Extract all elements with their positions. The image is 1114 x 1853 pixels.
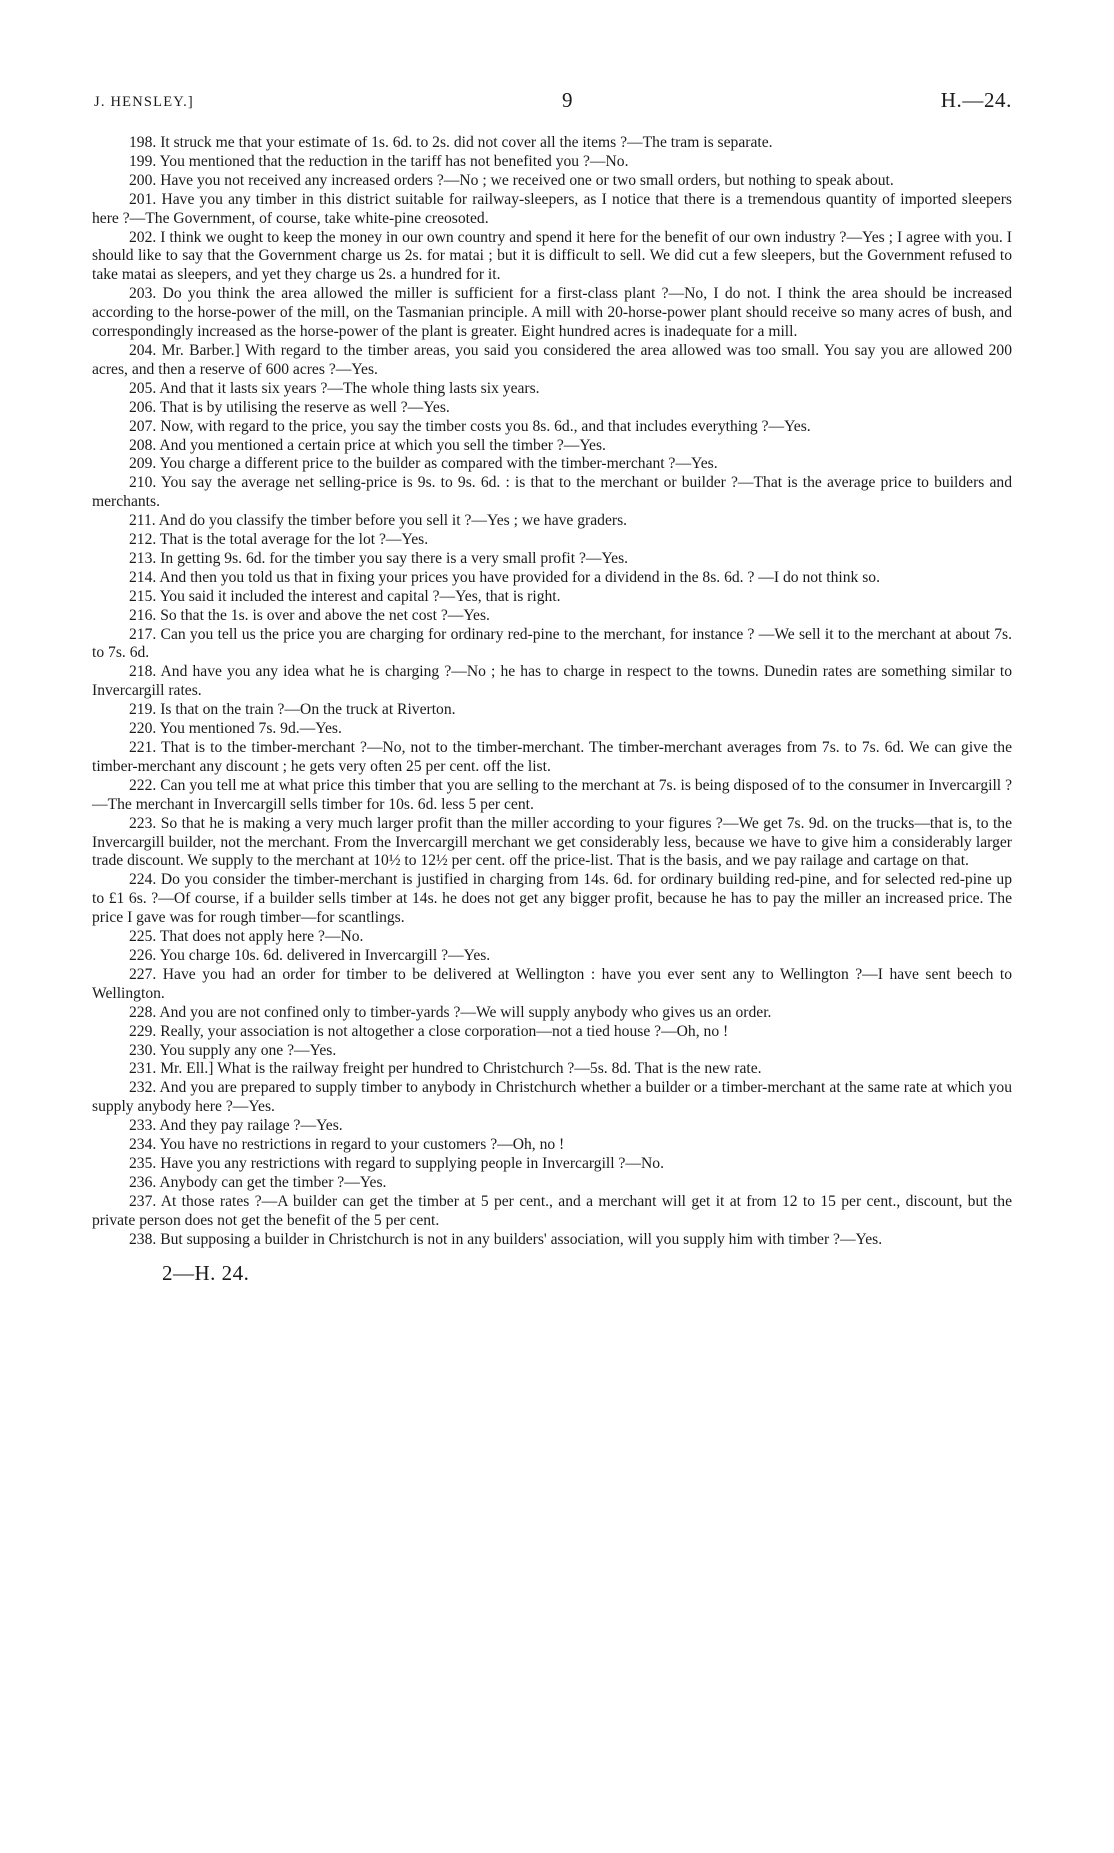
page-header [92, 88, 1012, 122]
transcript-paragraph: 232. And you are prepared to supply timber to anybody in Christchurch whether a builder or a timber-merchant at the same rate at which you supply anybody here ?—Yes. [92, 1079, 1012, 1116]
transcript-paragraph: 230. You supply any one ?—Yes. [129, 1041, 337, 1059]
transcript-paragraph: 208. And you mentioned a certain price at which you sell the timber ?—Yes. [129, 436, 606, 454]
transcript-paragraph: 231. Mr. Ell.] What is the railway freight per hundred to Christchurch ?—5s. 8d. That is the new rate. [129, 1060, 762, 1078]
page-number: 9 [562, 88, 573, 112]
signature-mark: 2—H. 24. [162, 1261, 250, 1286]
transcript-paragraph: 205. And that it lasts six years ?—The whole thing lasts six years. [129, 379, 540, 397]
header-witness-name: J. HENSLEY.] [94, 94, 194, 110]
transcript-paragraph: 207. Now, with regard to the price, you say the timber costs you 8s. 6d., and that includes everything ?—Yes. [129, 417, 811, 435]
transcript-paragraph: 211. And do you classify the timber before you sell it ?—Yes ; we have graders. [129, 512, 628, 530]
transcript-paragraph: 227. Have you had an order for timber to be delivered at Wellington : have you ever sent any to Wellington ?—I have sent beech to Wellington. [92, 965, 1012, 1002]
transcript-paragraph: 199. You mentioned that the reduction in the tariff has not benefited you ?—No. [129, 152, 629, 170]
transcript-paragraph: 216. So that the 1s. is over and above the net cost ?—Yes. [129, 606, 490, 624]
transcript-paragraph: 214. And then you told us that in fixing your prices you have provided for a dividend in the 8s. 6d. ? —I do not think so. [129, 568, 880, 586]
transcript-body [92, 134, 1012, 1249]
transcript-paragraph: 235. Have you any restrictions with regard to supplying people in Invercargill ?—No. [129, 1154, 664, 1172]
transcript-paragraph: 225. That does not apply here ?—No. [129, 928, 364, 946]
transcript-paragraph: 222. Can you tell me at what price this timber that you are selling to the merchant at 7s. is being disposed of to the consumer in Invercargill ?—The merchant in Invercargill sells timber for 10s. 6d. less 5 per cent. [92, 776, 1012, 813]
transcript-paragraph: 198. It struck me that your estimate of 1s. 6d. to 2s. did not cover all the items ?—The tram is separate. [129, 134, 773, 151]
transcript-paragraph: 202. I think we ought to keep the money in our own country and spend it here for the benefit of our own industry ?—Yes ; I agree with you. I should like to say that the Government charge us 2s. for matai ; but it is difficult to sell. We did cut a few sleepers, but the Government refused to take matai as sleepers, and yet they charge us 2s. a hundred for it. [92, 228, 1012, 284]
transcript-paragraph: 212. That is the total average for the lot ?—Yes. [129, 531, 429, 549]
document-reference: H.—24. [940, 88, 1012, 112]
transcript-paragraph: 219. Is that on the train ?—On the truck at Riverton. [129, 701, 456, 719]
document-page [92, 88, 1012, 1286]
transcript-paragraph: 206. That is by utilising the reserve as well ?—Yes. [129, 398, 450, 416]
transcript-paragraph: 224. Do you consider the timber-merchant is justified in charging from 14s. 6d. for ordinary building red-pine, and for selected red-pine up to £1 6s. ?—Of course, if a builder sells timber at 14s. he does not get any bigger profit, because he has to pay the miller an increased price. The price I gave was for rough timber—for scantlings. [92, 871, 1012, 927]
transcript-paragraph: 215. You said it included the interest and capital ?—Yes, that is right. [129, 587, 561, 605]
transcript-paragraph: 203. Do you think the area allowed the miller is sufficient for a first-class plant ?—No, I do not. I think the area should be increased according to the horse-power of the mill, on the Tasmanian principle. A mill with 20-horse-power plant should receive so many acres of bush, and correspondingly increased as the horse-power of the plant is greater. Eight hundred acres is inadequate for a mill. [92, 285, 1012, 341]
transcript-paragraph: 204. Mr. Barber.] With regard to the timber areas, you said you considered the area allowed was too small. You say you are allowed 200 acres, and then a reserve of 600 acres ?—Yes. [92, 341, 1012, 378]
transcript-paragraph: 236. Anybody can get the timber ?—Yes. [129, 1173, 387, 1191]
transcript-paragraph: 220. You mentioned 7s. 9d.—Yes. [129, 720, 342, 738]
transcript-paragraph: 200. Have you not received any increased orders ?—No ; we received one or two small orders, but nothing to speak about. [129, 171, 894, 189]
transcript-paragraph: 201. Have you any timber in this district suitable for railway-sleepers, as I notice that there is a tremendous quantity of imported sleepers here ?—The Government, of course, take white-pine creosoted. [92, 190, 1012, 227]
transcript-paragraph: 228. And you are not confined only to timber-yards ?—We will supply anybody who gives us an order. [129, 1003, 772, 1021]
transcript-paragraph: 237. At those rates ?—A builder can get the timber at 5 per cent., and a merchant will get it at from 12 to 15 per cent., discount, but the private person does not get the benefit of the 5 per cent. [92, 1192, 1012, 1229]
transcript-paragraph: 209. You charge a different price to the builder as compared with the timber-merchant ?—Yes. [129, 455, 718, 473]
transcript-paragraph: 218. And have you any idea what he is charging ?—No ; he has to charge in respect to the towns. Dunedin rates are something similar to Invercargill rates. [92, 663, 1012, 700]
transcript-paragraph: 229. Really, your association is not altogether a close corporation—not a tied house ?—Oh, no ! [129, 1022, 729, 1040]
transcript-paragraph: 221. That is to the timber-merchant ?—No, not to the timber-merchant. The timber-merchant averages from 7s. to 7s. 6d. We can give the timber-merchant any discount ; he gets very often 25 per cent. off the list. [92, 739, 1012, 775]
transcript-paragraph: 213. In getting 9s. 6d. for the timber you say there is a very small profit ?—Yes. [129, 549, 629, 567]
transcript-paragraph: 234. You have no restrictions in regard to your customers ?—Oh, no ! [129, 1136, 565, 1154]
transcript-paragraph: 226. You charge 10s. 6d. delivered in Invercargill ?—Yes. [129, 946, 491, 964]
transcript-paragraph: 238. But supposing a builder in Christchurch is not in any builders' association, will you supply him with timber ?—Yes. [129, 1230, 883, 1248]
transcript-paragraph: 210. You say the average net selling-price is 9s. to 9s. 6d. : is that to the merchant or builder ?—That is the average price to builders and merchants. [92, 474, 1012, 511]
transcript-paragraph: 233. And they pay railage ?—Yes. [129, 1117, 343, 1135]
transcript-paragraph: 223. So that he is making a very much larger profit than the miller according to your figures ?—We get 7s. 9d. on the trucks—that is, to the Invercargill builder, not the merchant. From the Invercargill merchant we get considerably less, because we have to give him a considerably larger trade discount. We supply to the merchant at 10½ to 12½ per cent. off the price-list. That is the basis, and we pay railage and cartage on that. [92, 814, 1012, 870]
transcript-paragraph: 217. Can you tell us the price you are charging for ordinary red-pine to the merchant, for instance ? —We sell it to the merchant at about 7s. to 7s. 6d. [92, 625, 1012, 662]
